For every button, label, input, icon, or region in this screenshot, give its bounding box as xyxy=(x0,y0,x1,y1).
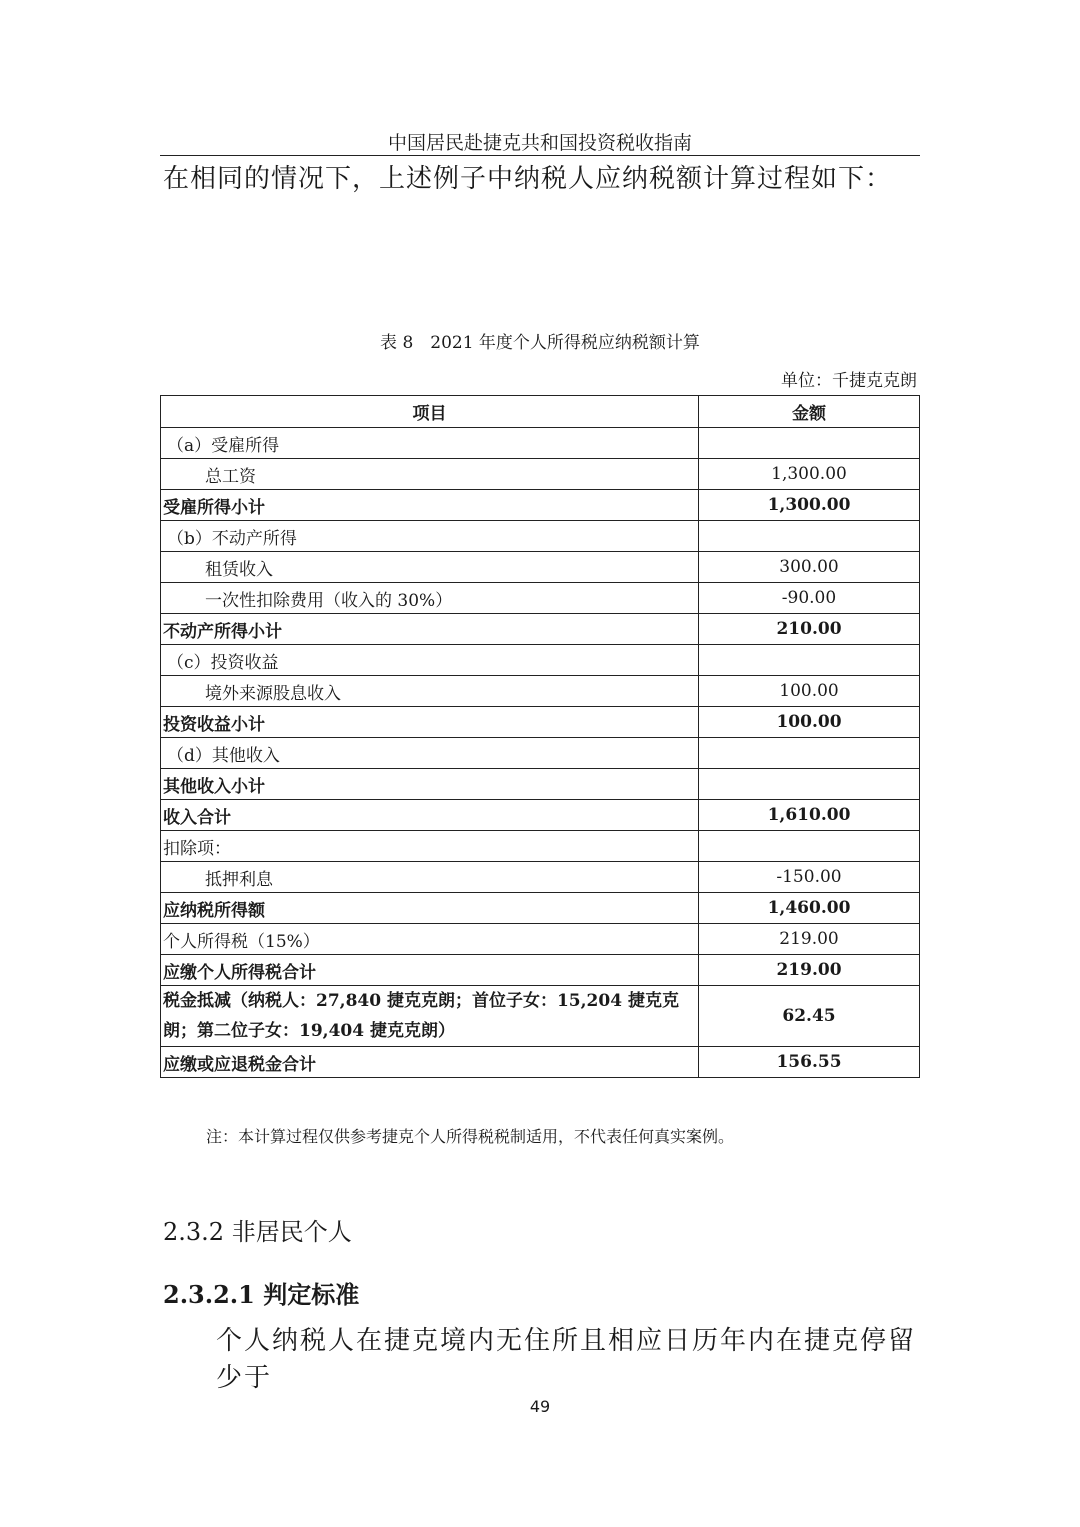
row-item: 个人所得税（15%） xyxy=(161,924,699,955)
row-amount xyxy=(699,645,920,676)
table-row-total xyxy=(161,800,920,831)
row-amount xyxy=(699,428,920,459)
row-amount: 219.00 xyxy=(699,955,920,986)
row-amount xyxy=(699,738,920,769)
page-number: 49 xyxy=(529,1397,551,1416)
row-item: 应纳税所得额 xyxy=(161,893,699,924)
row-amount xyxy=(699,769,920,800)
row-item: 租赁收入 xyxy=(161,552,699,583)
table-row-total xyxy=(161,955,920,986)
row-item: 应缴个人所得税合计 xyxy=(161,955,699,986)
row-amount: 100.00 xyxy=(699,707,920,738)
row-item: 受雇所得小计 xyxy=(161,490,699,521)
row-amount: 1,300.00 xyxy=(699,459,920,490)
header-item: 项目 xyxy=(161,396,699,428)
table-row xyxy=(161,738,920,769)
row-amount: -90.00 xyxy=(699,583,920,614)
row-amount: 62.45 xyxy=(699,986,920,1047)
row-amount: 219.00 xyxy=(699,924,920,955)
table-row xyxy=(161,552,920,583)
row-item: （a）受雇所得 xyxy=(161,428,699,459)
running-header: 中国居民赴捷克共和国投资税收指南 xyxy=(387,132,692,154)
table-row-total xyxy=(161,1047,920,1078)
table-unit: 单位：千捷克克朗 xyxy=(781,371,917,391)
table-row xyxy=(161,831,920,862)
row-amount: 1,460.00 xyxy=(699,893,920,924)
row-item: （b）不动产所得 xyxy=(161,521,699,552)
row-amount: -150.00 xyxy=(699,862,920,893)
header-rule xyxy=(160,155,920,156)
row-item: 境外来源股息收入 xyxy=(161,676,699,707)
header-amount: 金额 xyxy=(699,396,920,428)
row-amount: 1,300.00 xyxy=(699,490,920,521)
table-row-subtotal xyxy=(161,707,920,738)
table-row-subtotal xyxy=(161,769,920,800)
row-amount: 156.55 xyxy=(699,1047,920,1078)
table-row xyxy=(161,862,920,893)
row-amount: 210.00 xyxy=(699,614,920,645)
row-item: （c）投资收益 xyxy=(161,645,699,676)
table-caption: 表 8 2021 年度个人所得税应纳税额计算 xyxy=(380,333,700,353)
row-amount xyxy=(699,831,920,862)
body-paragraph: 个人纳税人在捷克境内无住所且相应日历年内在捷克停留少于 xyxy=(216,1326,917,1393)
table-row xyxy=(161,583,920,614)
table-row xyxy=(161,676,920,707)
row-item: 一次性扣除费用（收入的 30%） xyxy=(161,583,699,614)
row-amount: 100.00 xyxy=(699,676,920,707)
table-row xyxy=(161,645,920,676)
intro-paragraph: 在相同的情况下，上述例子中纳税人应纳税额计算过程如下： xyxy=(163,164,893,194)
table-row-total xyxy=(161,893,920,924)
table-row xyxy=(161,924,920,955)
row-item: 不动产所得小计 xyxy=(161,614,699,645)
row-item: 税金抵减（纳税人：27,840 捷克克朗；首位子女：15,204 捷克克朗；第二位子女：19,404 捷克克朗） xyxy=(161,986,699,1047)
row-item: 扣除项： xyxy=(161,831,699,862)
row-amount: 300.00 xyxy=(699,552,920,583)
table-header-row xyxy=(161,396,920,428)
subsection-heading: 2.3.2.1 判定标准 xyxy=(163,1280,360,1309)
table-row xyxy=(161,521,920,552)
table-row-subtotal xyxy=(161,614,920,645)
section-heading: 2.3.2 非居民个人 xyxy=(163,1218,352,1246)
row-item: 收入合计 xyxy=(161,800,699,831)
row-item: 投资收益小计 xyxy=(161,707,699,738)
table-row xyxy=(161,459,920,490)
table-row-tax-credit xyxy=(161,986,920,1047)
row-amount xyxy=(699,521,920,552)
table-row-subtotal xyxy=(161,490,920,521)
row-item: （d）其他收入 xyxy=(161,738,699,769)
row-item: 抵押利息 xyxy=(161,862,699,893)
table-row xyxy=(161,428,920,459)
table-note: 注：本计算过程仅供参考捷克个人所得税税制适用，不代表任何真实案例。 xyxy=(206,1127,735,1146)
tax-calculation-table xyxy=(160,395,920,1078)
row-amount: 1,610.00 xyxy=(699,800,920,831)
row-item: 其他收入小计 xyxy=(161,769,699,800)
row-item: 总工资 xyxy=(161,459,699,490)
row-item: 应缴或应退税金合计 xyxy=(161,1047,699,1078)
